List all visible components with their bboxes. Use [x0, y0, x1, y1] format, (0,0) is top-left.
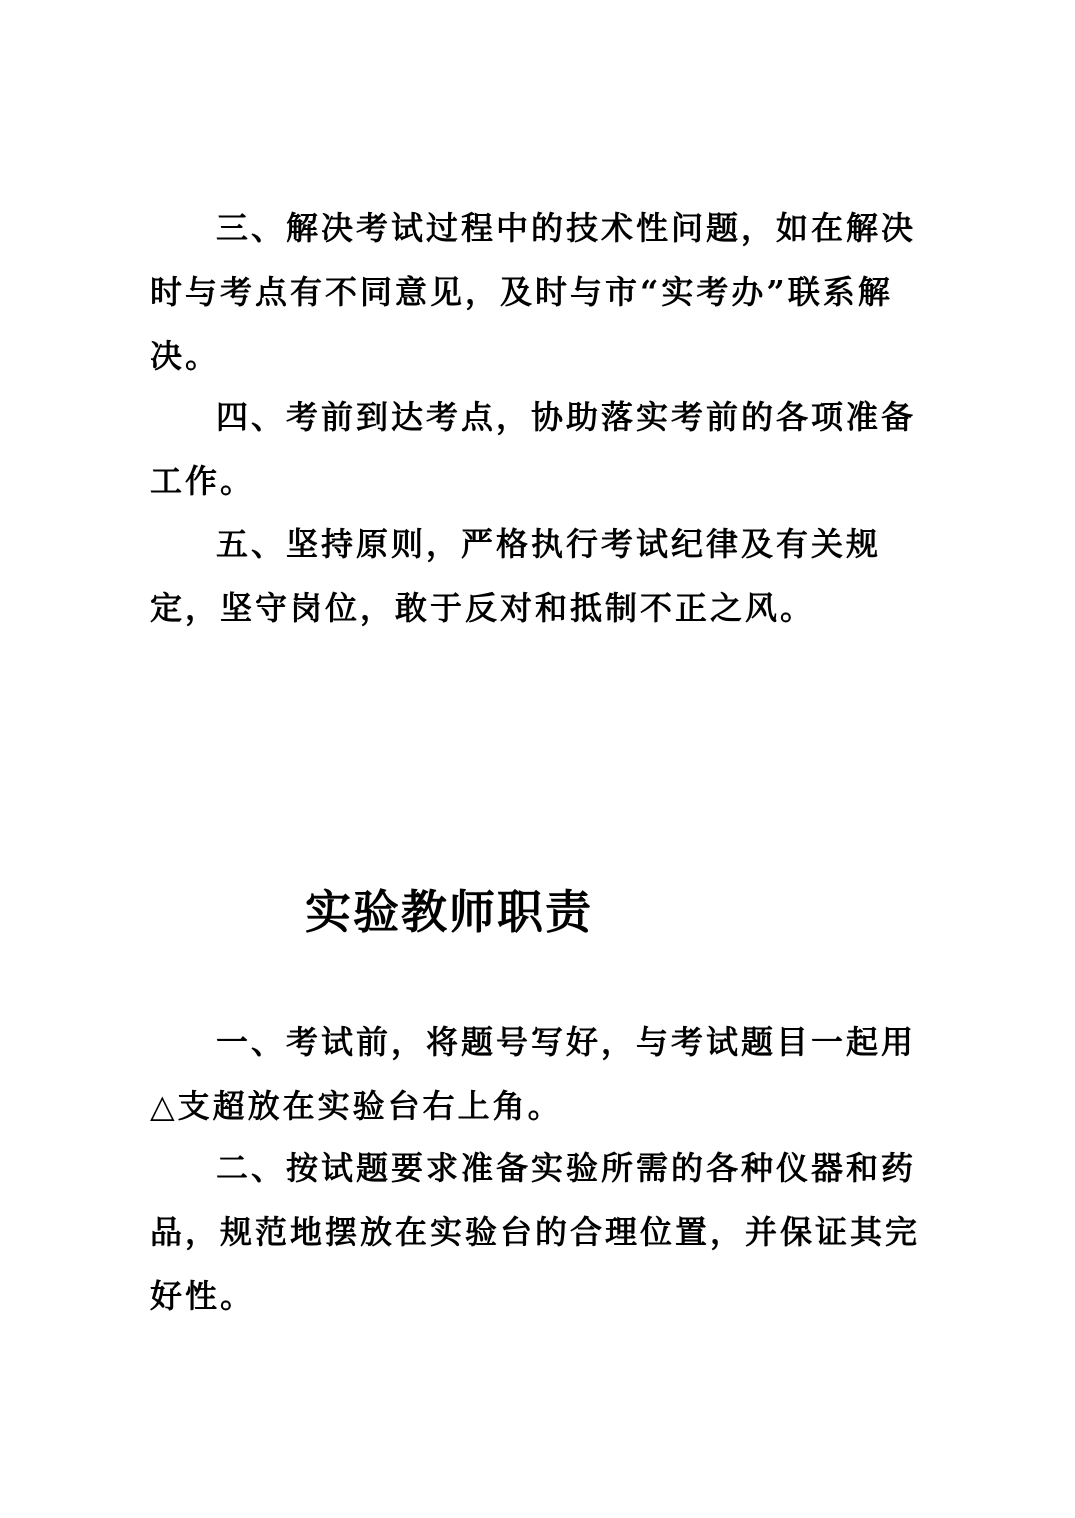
paragraph-item-1: 一、考试前，将题号写好，与考试题目一起用△支超放在实验台右上角。 [150, 1023, 917, 1125]
paragraph-item-4: 四、考前到达考点，协助落实考前的各项准备工作。 [150, 398, 917, 500]
paragraph-item-5: 五、坚持原则，严格执行考试纪律及有关规定，坚守岗位，敢于反对和抵制不正之风。 [150, 525, 882, 627]
paragraph-item-2: 二、按试题要求准备实验所需的各种仪器和药品，规范地摆放在实验台的合理位置，并保证其完好性。 [150, 1149, 921, 1315]
paragraph-item-3: 三、解决考试过程中的技术性问题，如在解决时与考点有不同意见，及时与市“实考办”联系解决。 [150, 209, 917, 375]
section-title: 实验教师职责 [305, 885, 593, 939]
